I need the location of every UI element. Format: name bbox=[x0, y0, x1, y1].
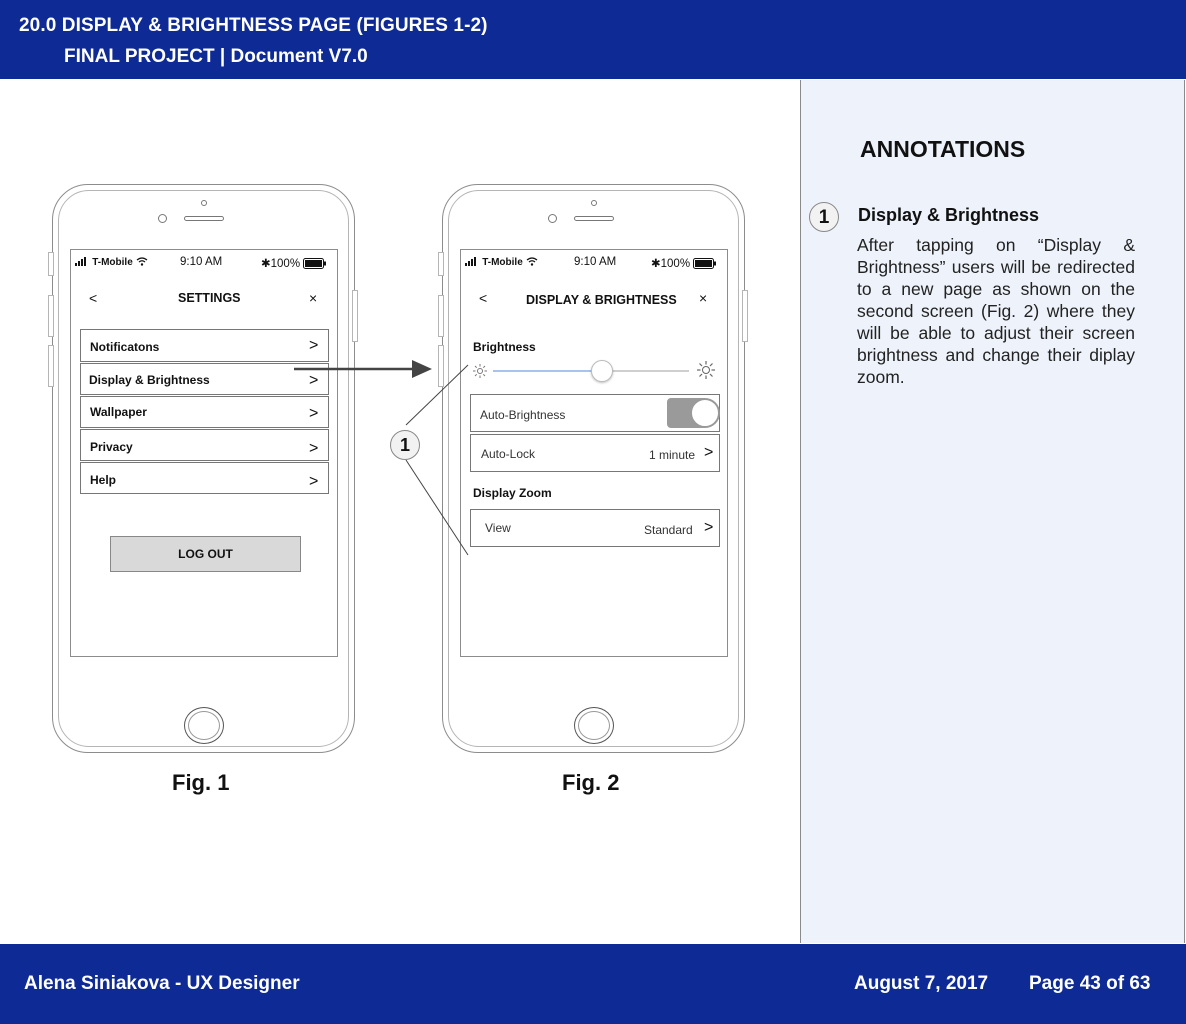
carrier-label: T-Mobile bbox=[92, 257, 133, 268]
bluetooth-icon: ✱ bbox=[261, 258, 271, 270]
phone-side-button bbox=[352, 290, 358, 342]
status-bar bbox=[465, 256, 538, 268]
status-right bbox=[651, 256, 717, 270]
menu-item-label: Wallpaper bbox=[90, 405, 147, 419]
battery-icon bbox=[303, 258, 327, 269]
auto-brightness-row bbox=[470, 394, 720, 432]
annotations-title: ANNOTATIONS bbox=[860, 136, 1026, 162]
battery-label: 100% bbox=[270, 258, 301, 270]
menu-item-help[interactable] bbox=[80, 462, 329, 494]
logout-button[interactable]: LOG OUT bbox=[110, 536, 301, 572]
phone-sensor bbox=[158, 214, 167, 223]
phone-speaker bbox=[184, 216, 224, 221]
phone-side-button bbox=[742, 290, 748, 342]
annotation-body: After tapping on “Display & Brightness” users will be redirected to a new page as shown on the second screen (Fig. 2) where they will be able to adjust their screen brightness and change their diplay zoom. bbox=[857, 235, 1135, 387]
close-button[interactable]: × bbox=[699, 290, 708, 306]
back-button[interactable]: < bbox=[89, 290, 98, 306]
chevron-right-icon: > bbox=[704, 519, 714, 536]
menu-item-label: Privacy bbox=[90, 440, 133, 454]
figure-caption: Fig. 2 bbox=[562, 770, 620, 795]
phone-sensor bbox=[548, 214, 557, 223]
menu-item-privacy[interactable] bbox=[80, 429, 329, 461]
nav-title: SETTINGS bbox=[178, 291, 241, 305]
sun-large-icon bbox=[697, 361, 715, 379]
battery-icon bbox=[693, 258, 717, 269]
callout-badge: 1 bbox=[390, 430, 420, 460]
brightness-slider-fill bbox=[493, 370, 601, 372]
menu-item-wallpaper[interactable] bbox=[80, 396, 329, 428]
footer-date: August 7, 2017 bbox=[854, 973, 989, 994]
annotation-number: 1 bbox=[809, 202, 839, 232]
view-value: Standard bbox=[644, 523, 693, 537]
chevron-right-icon: > bbox=[309, 372, 319, 389]
brightness-slider-thumb[interactable] bbox=[591, 360, 613, 382]
menu-item-label: Display & Brightness bbox=[89, 373, 210, 387]
phone-side-button bbox=[438, 295, 444, 337]
auto-lock-row[interactable] bbox=[470, 434, 720, 472]
menu-item-label: Help bbox=[90, 473, 117, 487]
auto-lock-value: 1 minute bbox=[649, 448, 696, 462]
page-header bbox=[0, 0, 1186, 79]
phone-camera bbox=[591, 200, 597, 206]
home-button[interactable] bbox=[184, 707, 224, 744]
auto-brightness-toggle[interactable] bbox=[667, 398, 720, 428]
screen-fig1 bbox=[70, 249, 338, 657]
nav-title: DISPLAY & BRIGHTNESS bbox=[526, 293, 677, 307]
wifi-icon bbox=[526, 257, 538, 266]
status-bar bbox=[75, 256, 148, 268]
brightness-label: Brightness bbox=[473, 340, 536, 354]
display-zoom-view-row[interactable] bbox=[470, 509, 720, 547]
bluetooth-icon: ✱ bbox=[651, 258, 661, 270]
menu-item-display-brightness[interactable] bbox=[80, 363, 329, 395]
view-label: View bbox=[485, 521, 511, 535]
home-button[interactable] bbox=[574, 707, 614, 744]
callout-lines bbox=[400, 360, 480, 560]
page-subtitle: FINAL PROJECT | Document V7.0 bbox=[64, 46, 368, 67]
display-zoom-label: Display Zoom bbox=[473, 486, 552, 500]
phone-side-button bbox=[48, 295, 54, 337]
chevron-right-icon: > bbox=[704, 444, 714, 461]
phone-speaker bbox=[574, 216, 614, 221]
status-time: 9:10 AM bbox=[574, 256, 617, 268]
signal-icon bbox=[465, 257, 479, 266]
auto-lock-label: Auto-Lock bbox=[481, 447, 536, 461]
annotation-heading: Display & Brightness bbox=[858, 205, 1040, 225]
brightness-slider[interactable] bbox=[493, 370, 689, 372]
page-title: 20.0 DISPLAY & BRIGHTNESS PAGE (FIGURES 1-2) bbox=[19, 15, 488, 36]
chevron-right-icon: > bbox=[309, 440, 319, 457]
phone-side-button bbox=[438, 252, 444, 276]
menu-item-label: Notificatons bbox=[90, 340, 160, 354]
chevron-right-icon: > bbox=[309, 405, 319, 422]
figure-caption: Fig. 1 bbox=[172, 770, 230, 795]
auto-brightness-label: Auto-Brightness bbox=[480, 408, 566, 422]
phone-camera bbox=[201, 200, 207, 206]
status-right bbox=[261, 256, 327, 270]
status-time: 9:10 AM bbox=[180, 256, 223, 268]
carrier-label: T-Mobile bbox=[482, 257, 523, 268]
chevron-right-icon: > bbox=[309, 473, 319, 490]
page-footer bbox=[0, 944, 1186, 1024]
phone-side-button bbox=[48, 252, 54, 276]
annotations-panel bbox=[800, 80, 1185, 943]
back-button[interactable]: < bbox=[479, 290, 488, 306]
phone-side-button bbox=[48, 345, 54, 387]
menu-item-notifications[interactable] bbox=[80, 329, 329, 362]
wifi-icon bbox=[136, 257, 148, 266]
close-button[interactable]: × bbox=[309, 290, 318, 306]
battery-label: 100% bbox=[660, 258, 691, 270]
screen-fig2 bbox=[460, 249, 728, 657]
chevron-right-icon: > bbox=[309, 337, 319, 354]
footer-page-number: Page 43 of 63 bbox=[1029, 973, 1151, 994]
signal-icon bbox=[75, 257, 89, 266]
footer-author: Alena Siniakova - UX Designer bbox=[24, 973, 300, 994]
